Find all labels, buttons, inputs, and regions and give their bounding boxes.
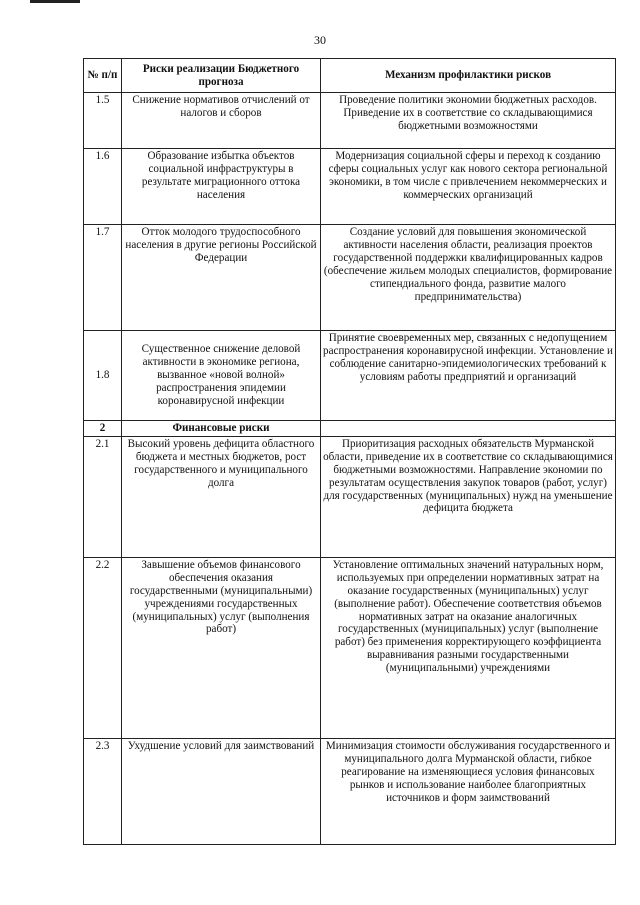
row-num: 1.8	[84, 331, 122, 421]
row-mechanism: Приоритизация расходных обязательств Мурманской области, приведение их в соответствие со складывающимися бюджетными возможностями. Направление экономии по результатам осуществления закупок товаров (работ, услуг) для государственных (муниципальных) нужд на уменьшение дефицита бюджета	[321, 436, 616, 557]
table-row	[84, 331, 616, 421]
section-title: Финансовые риски	[122, 421, 321, 437]
row-risk: Существенное снижение деловой активности в экономике региона, вызванное «новой волной» распространения эпидемии коронавирусной инфекции	[122, 331, 321, 421]
row-num: 2.2	[84, 557, 122, 738]
row-mechanism: Создание условий для повышения экономической активности населения области, реализация проектов государственной поддержки квалифицированных кадров (обеспечение жильем молодых специалистов, формирование стипендиального фонда, развитие малого предпринимательства)	[321, 225, 616, 331]
page-number: 30	[314, 33, 326, 47]
row-num: 1.5	[84, 93, 122, 149]
table-row	[84, 93, 616, 149]
row-mechanism: Модернизация социальной сферы и переход к созданию сферы социальных услуг как нового сектора региональной экономики, в том числе с привлечением некоммерческих и коммерческих организаций	[321, 149, 616, 225]
risk-table	[83, 58, 616, 845]
row-num: 1.6	[84, 149, 122, 225]
table-header-row	[84, 59, 616, 93]
table-row	[84, 225, 616, 331]
header-risk: Риски реализации Бюджетного прогноза	[122, 59, 321, 93]
table-row	[84, 436, 616, 557]
row-mechanism: Принятие своевременных мер, связанных с недопущением распространения коронавирусной инфекции. Установление и соблюдение санитарно-эпидемиологических требований к условиям работы предприятий и организаций	[321, 331, 616, 421]
section-num: 2	[84, 421, 122, 437]
row-risk: Отток молодого трудоспособного населения в другие регионы Российской Федерации	[122, 225, 321, 331]
header-mechanism: Механизм профилактики рисков	[321, 59, 616, 93]
section-row	[84, 421, 616, 437]
row-risk: Снижение нормативов отчислений от налогов и сборов	[122, 93, 321, 149]
top-edge-mark	[30, 0, 80, 3]
row-num: 2.3	[84, 738, 122, 844]
row-mechanism: Установление оптимальных значений натуральных норм, используемых при определении нормативных затрат на оказание государственных (муниципальных) услуг (выполнение работ). Обеспечение соответствия объемов нормативных затрат на оказание аналогичных государственных (муниципальных) услуг (выполнение работ) без применения корректирующего коэффициента выравнивания разными государственными (муниципальными) учреждениями	[321, 557, 616, 738]
table-row	[84, 738, 616, 844]
header-num: № п/п	[84, 59, 122, 93]
row-mechanism: Минимизация стоимости обслуживания государственного и муниципального долга Мурманской области, гибкое реагирование на изменяющиеся условия финансовых рынков и использование наиболее благоприятных источников и форм заимствований	[321, 738, 616, 844]
row-risk: Высокий уровень дефицита областного бюджета и местных бюджетов, рост государственного и муниципального долга	[122, 436, 321, 557]
table-row	[84, 149, 616, 225]
row-num: 2.1	[84, 436, 122, 557]
table-row	[84, 557, 616, 738]
section-empty-cell	[321, 421, 616, 437]
row-risk: Завышение объемов финансового обеспечения оказания государственными (муниципальными) учреждениями государственных (муниципальных) услуг (выполнения работ)	[122, 557, 321, 738]
row-risk: Образование избытка объектов социальной инфраструктуры в результате миграционного оттока населения	[122, 149, 321, 225]
row-num: 1.7	[84, 225, 122, 331]
row-risk: Ухудшение условий для заимствований	[122, 738, 321, 844]
row-mechanism: Проведение политики экономии бюджетных расходов. Приведение их в соответствие со складывающимися бюджетными возможностями	[321, 93, 616, 149]
